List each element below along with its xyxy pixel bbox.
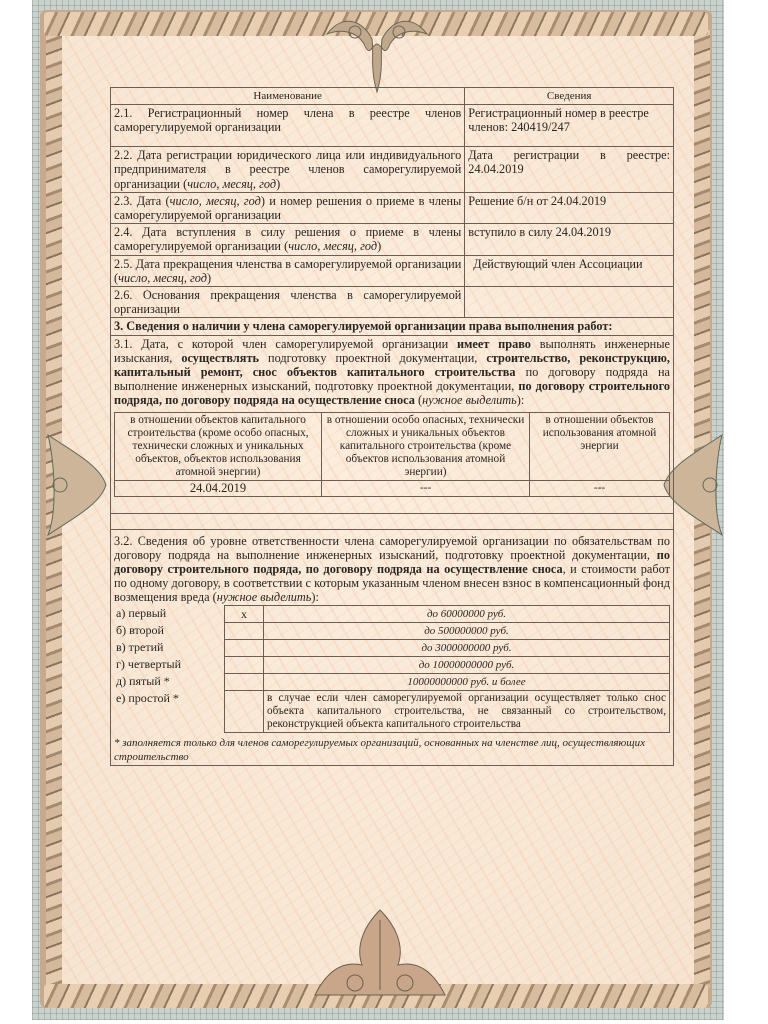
row-2-1-value: Регистрационный номер в реестре членов: 240419/247 (465, 105, 674, 147)
section-3-1-text: 3.1. Дата, с которой член саморегулируемой организации имеет право выполнять инженерные изыскания, осуществлять подготовку проектной документации, строительство, реконструкцию, капитальный ремонт, снос объектов капитального строительства по договору подряда на выполнение инженерных изысканий, подготовку проектной документации, по договору строительного подряда, по договору подряда на осуществление сноса (нужное выделить): (114, 336, 670, 408)
section-3-1-row (111, 335, 674, 513)
table-row (111, 147, 674, 193)
row-2-5-value: Действующий член Ассоциации (465, 255, 674, 286)
level-value: до 3000000000 руб. (264, 639, 670, 656)
table-row (111, 192, 674, 223)
level-mark (225, 622, 264, 639)
spacer-row (111, 513, 674, 529)
level-mark (225, 656, 264, 673)
footnote: * заполняется только для членов саморегулируемых организаций, основанных на членстве лиц, осуществляющих строительство (114, 736, 645, 763)
row-2-3-value: Решение б/н от 24.04.2019 (465, 192, 674, 223)
section-3-title-row (111, 318, 674, 335)
row-2-5-name: 2.5. Дата прекращения членства в саморегулируемой организации (число, месяц, год) (111, 255, 465, 286)
acanthus-ornament-bottom-icon (310, 905, 450, 1005)
work-rights-header-row (115, 412, 670, 480)
document-content (110, 87, 674, 766)
table-header-row (111, 88, 674, 105)
level-value: до 10000000000 руб. (264, 656, 670, 673)
table-row (111, 255, 674, 286)
level-label: б) второй (116, 623, 164, 638)
row-2-1-name: 2.1. Регистрационный номер члена в реестре членов саморегулируемой организации (111, 105, 465, 147)
row-2-3-name: 2.3. Дата (число, месяц, год) и номер решения о приеме в члены саморегулируемой организации (111, 192, 465, 223)
section-3-1-cell (111, 335, 674, 513)
work-rights-value-row (115, 480, 670, 496)
membership-info-table (110, 87, 674, 766)
liability-levels-table (114, 605, 670, 733)
level-row (114, 673, 670, 690)
row-2-4-name: 2.4. Дата вступления в силу решения о приеме в члены саморегулируемой организации (число, месяц, год) (111, 224, 465, 255)
row-2-2-name: 2.2. Дата регистрации юридического лица или индивидуального предпринимателя в реестре членов саморегулируемой организации (число, месяц, год) (111, 147, 465, 193)
table-row (111, 105, 674, 147)
table-row (111, 287, 674, 318)
row-2-6-value (465, 287, 674, 318)
level-value: 10000000000 руб. и более (264, 673, 670, 690)
level-row (114, 656, 670, 673)
level-label: д) пятый * (116, 674, 170, 689)
level-row (114, 639, 670, 656)
table-row (111, 224, 674, 255)
level-mark: х (225, 605, 264, 622)
section-3-2-row (111, 529, 674, 765)
section-3-title: 3. Сведения о наличии у члена саморегулируемой организации права выполнения работ: (111, 318, 674, 335)
section-3-2-text: 3.2. Сведения об уровне ответственности члена саморегулируемой организации по обязательствам по договору подряда на выполнение инженерных изысканий, подготовку проектной документации, по договору строительного подряда, по договору подряда на осуществление сноса, и стоимости работ по одному договору, в соответствии с которым указанным членом внесен взнос в компенсационный фонд возмещения вреда (нужное выделить): (114, 533, 670, 605)
rights-value-hazardous: --- (322, 480, 530, 496)
level-label: е) простой * (116, 691, 179, 706)
level-row (114, 622, 670, 639)
level-label: г) четвертый (116, 657, 182, 672)
empty-cell (111, 513, 674, 529)
acanthus-ornament-left-icon (40, 430, 110, 540)
level-label: в) третий (116, 640, 164, 655)
level-mark (225, 639, 264, 656)
level-description: в случае если член саморегулируемой организации осуществляет только снос объекта капитального строительства, не связанный со строительством, реконструкцией объекта капитального строительства (264, 690, 670, 732)
level-mark (225, 690, 264, 732)
level-label: а) первый (116, 606, 167, 621)
rights-header-hazardous: в отношении особо опасных, технически сложных и уникальных объектов капитального строительства (кроме объектов использования атомной энергии) (322, 412, 530, 480)
rights-value-regular: 24.04.2019 (115, 480, 322, 496)
rights-header-nuclear: в отношении объектов использования атомной энергии (530, 412, 670, 480)
rights-header-regular: в отношении объектов капитального строительства (кроме особо опасных, технически сложных и уникальных объектов, объектов использования атомной энергии) (115, 412, 322, 480)
level-value: до 60000000 руб. (264, 605, 670, 622)
header-name: Наименование (111, 88, 465, 105)
acanthus-ornament-top-icon (322, 14, 432, 94)
row-2-6-name: 2.6. Основания прекращения членства в саморегулируемой организации (111, 287, 465, 318)
level-row (114, 605, 670, 622)
header-info: Сведения (465, 88, 674, 105)
row-2-4-value: вступило в силу 24.04.2019 (465, 224, 674, 255)
rights-value-nuclear: --- (530, 480, 670, 496)
row-2-2-value: Дата регистрации в реестре: 24.04.2019 (465, 147, 674, 193)
section-3-2-cell (111, 529, 674, 765)
level-value: до 500000000 руб. (264, 622, 670, 639)
work-rights-table (114, 412, 670, 497)
level-row (114, 690, 670, 732)
level-mark (225, 673, 264, 690)
